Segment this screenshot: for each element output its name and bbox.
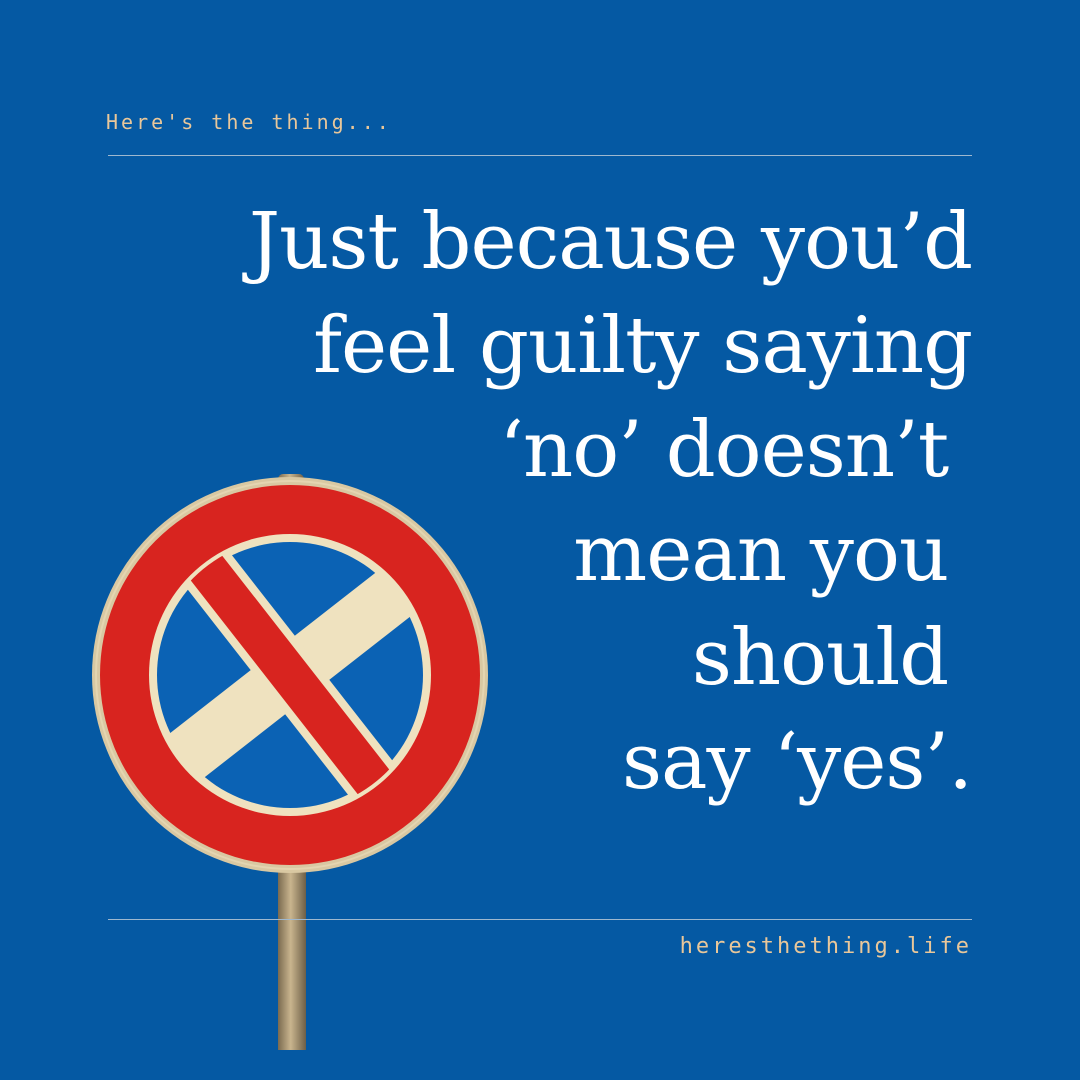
- quote-line: Just because you’d: [248, 197, 972, 287]
- quote-line: say ‘yes’.: [621, 717, 972, 807]
- quote-line: mean you: [573, 509, 972, 599]
- quote-line: feel guilty saying: [313, 301, 972, 391]
- tagline: Here's the thing...: [106, 110, 392, 134]
- bottom-divider: [108, 919, 972, 920]
- website-link[interactable]: heresthething.life: [679, 934, 972, 959]
- quote-line: should: [691, 613, 972, 703]
- quote-line: ‘no’ doesn’t: [499, 405, 972, 495]
- quote-text: [192, 190, 972, 814]
- top-divider: [108, 155, 972, 156]
